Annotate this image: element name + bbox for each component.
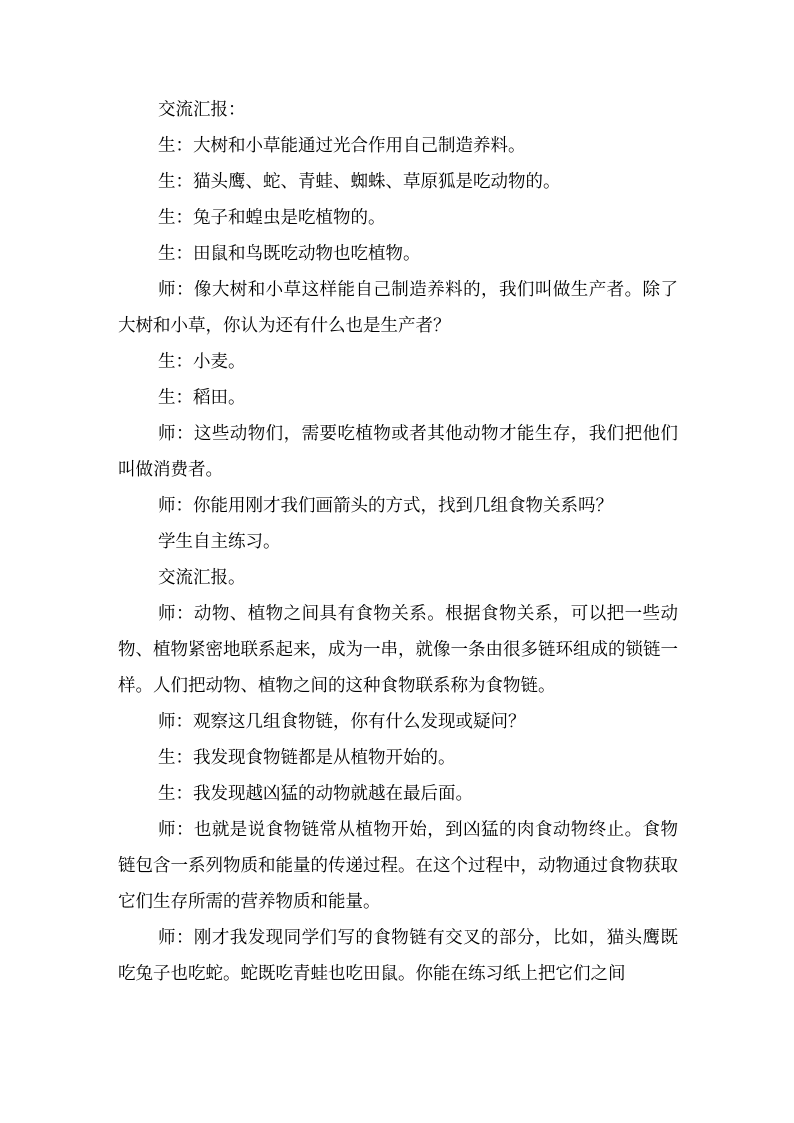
paragraph: 生：我发现越凶猛的动物就越在最后面。: [158, 784, 473, 804]
paragraph: 生：兔子和蝗虫是吃植物的。: [158, 208, 386, 228]
paragraph: 生：小麦。: [158, 352, 246, 372]
paragraph: 生：稻田。: [158, 388, 246, 408]
paragraph: 师：像大树和小草这样能自己制造养料的，我们叫做生产者。除了大树和小草，你认为还有什么也是生产者？: [118, 280, 678, 336]
paragraph: 交流汇报。: [158, 568, 246, 588]
paragraph: 师：观察这几组食物链，你有什么发现或疑问？: [158, 712, 526, 732]
paragraph: 师：你能用刚才我们画箭头的方式，找到几组食物关系吗？: [158, 496, 613, 516]
paragraph: 生：我发现食物链都是从植物开始的。: [158, 748, 456, 768]
paragraph: 生：大树和小草能通过光合作用自己制造养料。: [158, 136, 526, 156]
paragraph: 生：猫头鹰、蛇、青蛙、蜘蛛、草原狐是吃动物的。: [158, 172, 561, 192]
paragraph: 生：田鼠和鸟既吃动物也吃植物。: [158, 244, 421, 264]
paragraph: 交流汇报：: [158, 100, 246, 120]
paragraph: 师：刚才我发现同学们写的食物链有交叉的部分，比如，猫头鹰既吃兔子也吃蛇。蛇既吃青蛙也吃田鼠。你能在练习纸上把它们之间: [118, 928, 678, 984]
document-body: [118, 92, 678, 992]
paragraph: 学生自主练习。: [158, 532, 281, 552]
paragraph: 师：这些动物们，需要吃植物或者其他动物才能生存，我们把他们叫做消费者。: [118, 424, 678, 480]
paragraph: 师：也就是说食物链常从植物开始，到凶猛的肉食动物终止。食物链包含一系列物质和能量的传递过程。在这个过程中，动物通过食物获取它们生存所需的营养物质和能量。: [118, 820, 678, 912]
paragraph: 师：动物、植物之间具有食物关系。根据食物关系，可以把一些动物、植物紧密地联系起来，成为一串，就像一条由很多链环组成的锁链一样。人们把动物、植物之间的这种食物联系称为食物链。: [118, 604, 678, 696]
